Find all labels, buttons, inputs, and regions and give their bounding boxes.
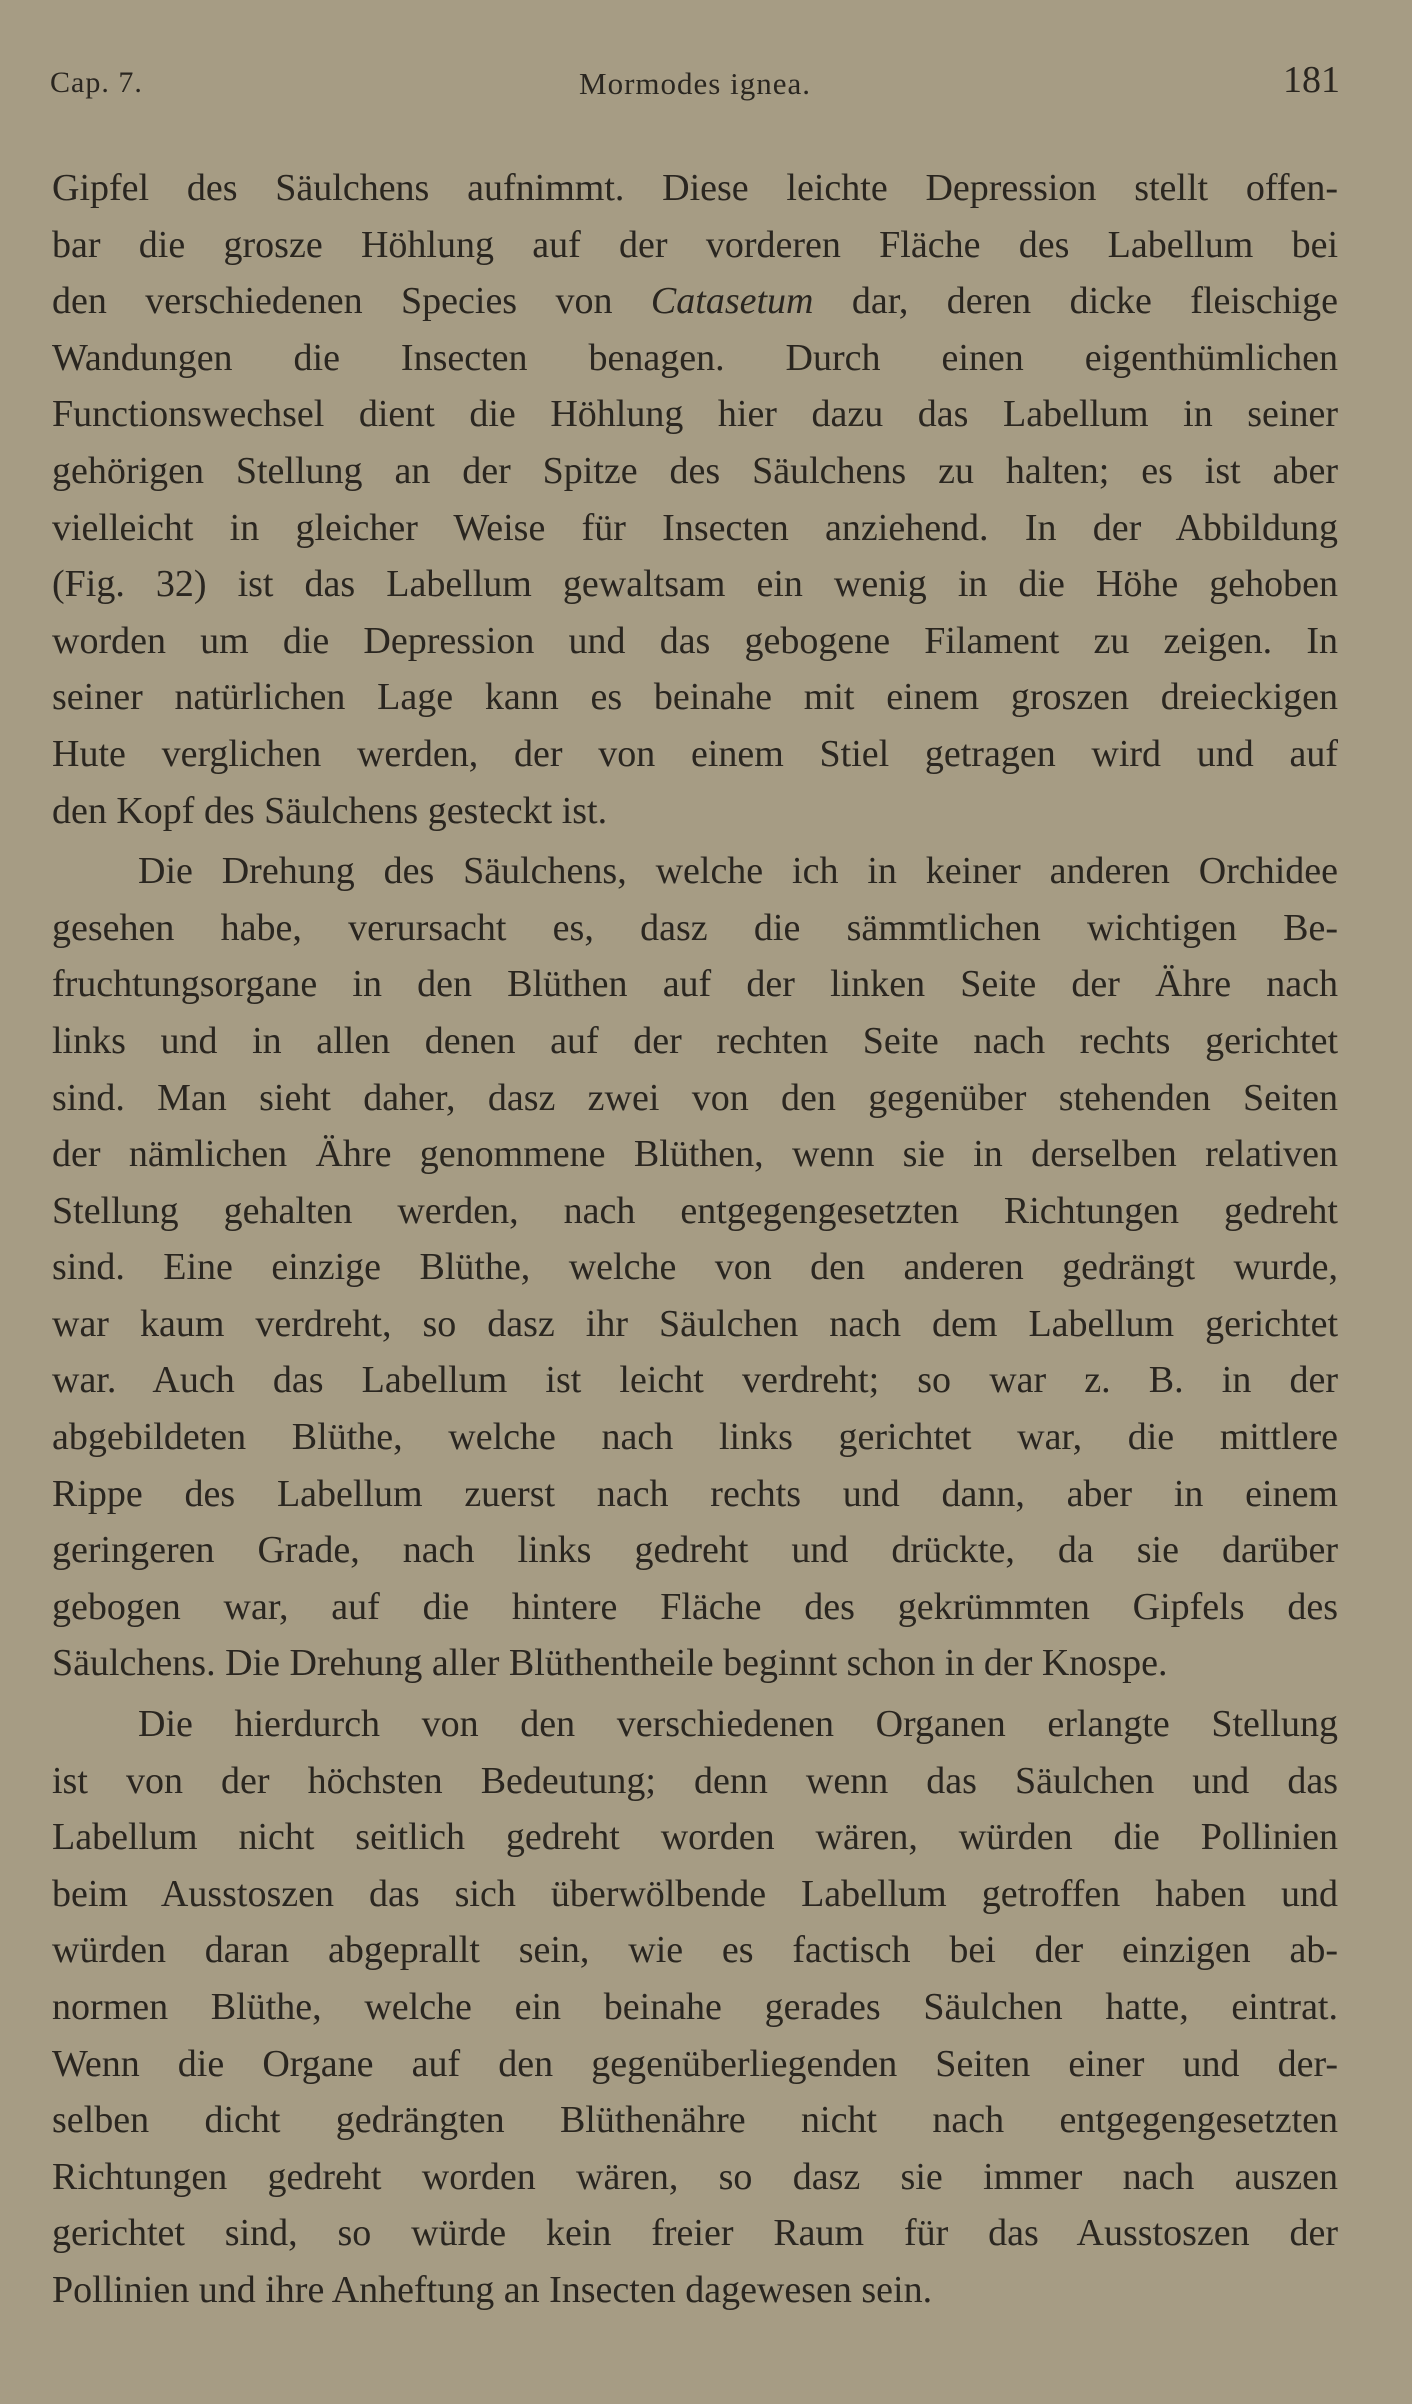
paragraph bbox=[52, 1696, 1338, 2319]
text-line: Die Drehung des Säulchens, welche ich in keiner anderen Orchidee bbox=[138, 850, 1338, 893]
text-line: selben dicht gedrängten Blüthenähre nicht nach entgegengesetzten bbox=[52, 2099, 1338, 2142]
text-line bbox=[52, 273, 1338, 330]
text-line: fruchtungsorgane in den Blüthen auf der linken Seite der Ähre nach bbox=[52, 963, 1338, 1006]
text-line: Die hierdurch von den verschiedenen Organen erlangte Stellung bbox=[138, 1703, 1338, 1746]
chapter-label: Cap. 7. bbox=[50, 66, 143, 99]
text-line: gebogen war, auf die hintere Fläche des gekrümmten Gipfels des bbox=[52, 1585, 1338, 1628]
text-line: Pollinien und ihre Anheftung an Insecten dagewesen sein. bbox=[52, 2268, 933, 2311]
text-line: Gipfel des Säulchens aufnimmt. Diese leichte Depression stellt offen- bbox=[52, 167, 1338, 209]
text-line: bar die grosze Höhlung auf der vorderen Fläche des Labellum bei bbox=[52, 223, 1338, 266]
text-line: geringeren Grade, nach links gedreht und drückte, da sie darüber bbox=[52, 1529, 1338, 1572]
text-line: normen Blüthe, welche ein beinahe gerades Säulchen hatte, eintrat. bbox=[52, 1986, 1338, 2028]
text-line: war kaum verdreht, so dasz ihr Säulchen nach dem Labellum gerichtet bbox=[52, 1302, 1338, 1345]
text-line: den Kopf des Säulchens gesteckt ist. bbox=[52, 789, 608, 832]
text-line: Säulchens. Die Drehung aller Blüthentheile beginnt schon in der Knospe. bbox=[52, 1642, 1168, 1685]
text-line: sind. Eine einzige Blüthe, welche von den anderen gedrängt wurde, bbox=[52, 1246, 1338, 1289]
text-line: sind. Man sieht daher, dasz zwei von den gegenüber stehenden Seiten bbox=[52, 1076, 1338, 1119]
text-line: würden daran abgeprallt sein, wie es factisch bei der einzigen ab- bbox=[52, 1929, 1338, 1972]
text-line: Labellum nicht seitlich gedreht worden wären, würden die Pollinien bbox=[52, 1816, 1338, 1859]
text-line: gehörigen Stellung an der Spitze des Säulchens zu halten; es ist aber bbox=[52, 449, 1338, 492]
text-line: gerichtet sind, so würde kein freier Raum für das Ausstoszen der bbox=[52, 2212, 1338, 2255]
italic-term: Catasetum bbox=[650, 280, 814, 323]
text-segment: dar, deren dicke fleischige bbox=[813, 280, 1338, 323]
text-line: Rippe des Labellum zuerst nach rechts und dann, aber in einem bbox=[52, 1472, 1338, 1515]
text-line: Stellung gehalten werden, nach entgegengesetzten Richtungen gedreht bbox=[52, 1189, 1338, 1232]
text-line: Wenn die Organe auf den gegenüberliegenden Seiten einer und der- bbox=[52, 2042, 1338, 2085]
text-line: vielleicht in gleicher Weise für Insecten anziehend. In der Abbildung bbox=[52, 506, 1338, 549]
page-number: 181 bbox=[1283, 59, 1340, 101]
running-header bbox=[50, 58, 1340, 108]
running-title: Mormodes ignea. bbox=[579, 66, 811, 101]
text-segment: den verschiedenen Species von bbox=[52, 280, 651, 323]
text-line: beim Ausstoszen das sich überwölbende Labellum getroffen haben und bbox=[52, 1872, 1338, 1915]
text-line: worden um die Depression und das gebogene Filament zu zeigen. In bbox=[52, 619, 1338, 662]
text-line: Hute verglichen werden, der von einem Stiel getragen wird und auf bbox=[52, 732, 1338, 775]
text-line: der nämlichen Ähre genommene Blüthen, wenn sie in derselben relativen bbox=[52, 1133, 1338, 1176]
text-line: ist von der höchsten Bedeutung; denn wenn das Säulchen und das bbox=[52, 1759, 1338, 1802]
text-line: Functionswechsel dient die Höhlung hier dazu das Labellum in seiner bbox=[52, 393, 1338, 436]
text-line: Richtungen gedreht worden wären, so dasz sie immer nach auszen bbox=[52, 2155, 1338, 2198]
text-line: war. Auch das Labellum ist leicht verdreht; so war z. B. in der bbox=[52, 1359, 1338, 1402]
text-line: gesehen habe, verursacht es, dasz die sämmtlichen wichtigen Be- bbox=[52, 906, 1338, 949]
body-text bbox=[52, 160, 1338, 2323]
text-line: links und in allen denen auf der rechten Seite nach rechts gerichtet bbox=[52, 1019, 1338, 1062]
text-line: seiner natürlichen Lage kann es beinahe mit einem groszen dreieckigen bbox=[52, 676, 1338, 719]
text-line: (Fig. 32) ist das Labellum gewaltsam ein wenig in die Höhe gehoben bbox=[52, 563, 1338, 606]
text-line: abgebildeten Blüthe, welche nach links gerichtet war, die mittlere bbox=[52, 1416, 1338, 1459]
paragraph bbox=[52, 843, 1338, 1692]
paragraph bbox=[52, 160, 1338, 839]
text-line: Wandungen die Insecten benagen. Durch einen eigenthümlichen bbox=[52, 336, 1338, 379]
